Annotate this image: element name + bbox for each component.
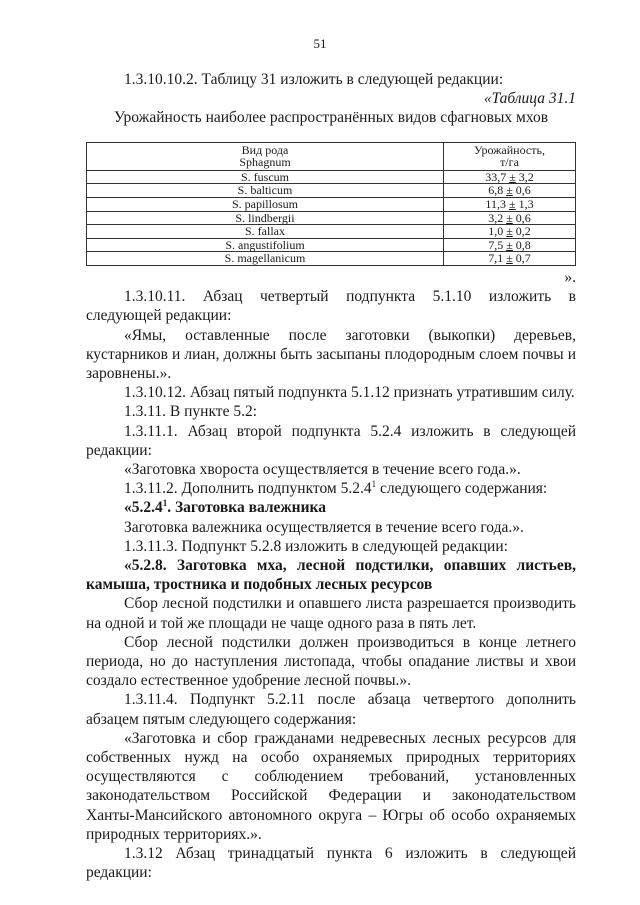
header-genus: Вид рода Sphagnum [87,142,444,170]
table-row [87,252,576,266]
yield-value: 3,2 ± 0,6 [443,211,575,225]
quoted-text-line: собственных нужд на особо охраняемых природных территориях [86,749,576,767]
document-body [86,70,576,882]
table-row [87,238,576,252]
quoted-text-line: Сбор лесной подстилки и опавшего листа разрешается производить [124,595,576,613]
species-name: S. fallax [87,225,444,239]
subsection-heading-5-2-4-1: «5.2.4$^1$. Заготовка валежника [124,498,326,517]
species-name: S. fuscum [87,170,444,184]
species-name: S. lindbergii [87,211,444,225]
paragraph-1-3-11: 1.3.11. В пункте 5.2: [124,403,258,421]
paragraph-text-line: следующей редакции: [86,307,232,325]
quoted-text-line: «Заготовка и сбор гражданами недревесных лесных ресурсов для [124,729,576,747]
subsection-heading-5-2-8-cont: камыша, тростника и подобных лесных ресурсов [86,576,433,594]
paragraph-text-line: редакции: [86,441,152,459]
header-yield: Урожайность, т/га [443,142,575,170]
yield-value: 7,5 ± 0,8 [443,238,575,252]
subsection-heading-5-2-8: «5.2.8. Заготовка мха, лесной подстилки, опавших листьев, [124,557,576,574]
quoted-text-line: законодательством Российской Федерации и законодательством [86,787,576,805]
quoted-text-line: создало естественное удобрение лесной почвы.». [86,672,412,690]
paragraph-1-3-11-2: 1.3.11.2. Дополнить подпунктом 5.2.4$^1$ следующего содержания: [124,479,548,498]
paragraph-1-3-11-3: 1.3.11.3. Подпункт 5.2.8 изложить в следующей редакции: [124,537,508,555]
quoted-text-line: на одной и той же площади не чаще одного раза в пять лет. [86,614,477,632]
species-name: S. angustifolium [87,238,444,252]
table-row [87,225,576,239]
paragraph-1-3-11-4: 1.3.11.4. Подпункт 5.2.11 после абзаца четвертого дополнить [124,691,576,709]
table-title: Урожайность наиболее распространённых видов сфагновых мхов [113,109,549,127]
table-label: «Таблица 31.1 [483,90,576,108]
quoted-text-line: кустарников и лиан, должны быть засыпаны плодородным слоем почвы и [86,345,576,363]
paragraph-text-line: редакции: [86,864,152,882]
yield-value: 11,3 ± 1,3 [443,197,575,211]
paragraph-1-3-10-12: 1.3.10.12. Абзац пятый подпункта 5.1.12 признать утратившим силу. [124,384,575,402]
paragraph-1-3-10-10-2: 1.3.10.10.2. Таблицу 31 изложить в следующей редакции: [124,71,504,88]
quoted-text-line: «Заготовка хвороста осуществляется в течение всего года.». [124,460,521,478]
quoted-text-line: осуществляются с соблюдением требований, установленных [86,768,576,786]
paragraph-text-line: абзацем пятым следующего содержания: [86,710,357,728]
table-row [87,184,576,198]
table-row [87,170,576,184]
quoted-text-line: периода, но до наступления листопада, чтобы опадание листвы и хвои [86,653,576,671]
yield-value: 1,0 ± 0,2 [443,225,575,239]
quoted-text-line: Сбор лесной подстилки должен производиться в конце летнего [124,633,576,651]
species-name: S. magellanicum [87,252,444,266]
table-header-row [87,142,576,170]
quoted-text-line: Заготовка валежника осуществляется в течение всего года.». [124,518,524,536]
quoted-text-line: заровнены.». [86,364,172,382]
table-row [87,211,576,225]
paragraph-1-3-11-1: 1.3.11.1. Абзац второй подпункта 5.2.4 изложить в следующей [124,422,576,440]
paragraph-1-3-10-11: 1.3.10.11. Абзац четвертый подпункта 5.1.10 изложить в [124,288,576,306]
paragraph-1-3-12: 1.3.12 Абзац тринадцатый пункта 6 изложить в следующей [124,845,576,863]
yield-table [86,142,576,266]
page-number: 51 [313,36,327,51]
quoted-text-line: Ханты-Мансийского автономного округа – Югры об особо охраняемых [86,806,576,824]
table-row [87,197,576,211]
quoted-text-line: природных территориях.». [86,825,262,843]
species-name: S. papillosum [87,197,444,211]
yield-value: 7,1 ± 0,7 [443,252,575,266]
yield-value: 6,8 ± 0,6 [443,184,575,198]
closing-quote: ». [564,268,576,286]
yield-value: 33,7 ± 3,2 [443,170,575,184]
quoted-text-line: «Ямы, оставленные после заготовки (выкопки) деревьев, [124,326,576,344]
species-name: S. balticum [87,184,444,198]
